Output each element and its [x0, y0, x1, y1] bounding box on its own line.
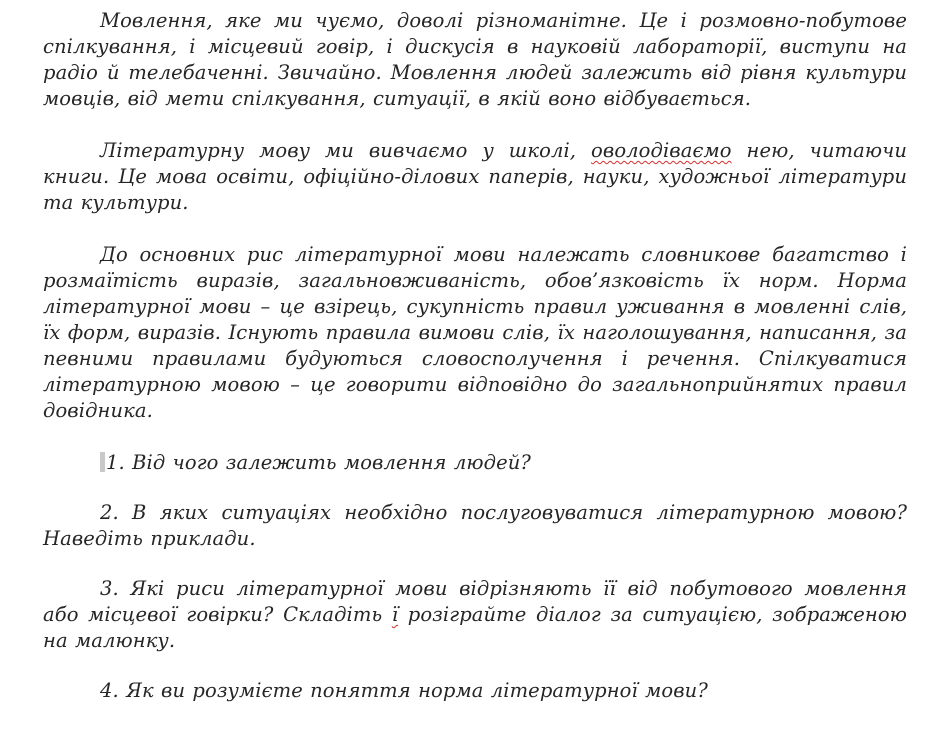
question-2: 2. В яких ситуаціях необхідно послуговуватися літературною мовою? Наведіть приклади.: [43, 501, 907, 550]
question-text: 3. Які риси літературної мови відрізняють її від побутового мовлення або місцевої говірки? Складіть: [43, 577, 907, 626]
question-1: [43, 450, 907, 476]
paragraph-text: нею, читаючи книги. Це мова освіти, офіційно-ділових паперів, науки, художньої літератури та культури.: [43, 139, 907, 214]
question-text: 1. Від чого залежить мовлення людей?: [106, 451, 531, 474]
paragraph-speech-variety: Мовлення, яке ми чуємо, доволі різноманітне. Це і розмовно-побутове спілкування, і місцевий говір, і дискусія в науковій лабораторії, виступи на радіо й телебаченні. Звичайно. Мовлення людей залежить від рівня культури мовців, від мети спілкування, ситуації, в якій воно відбувається.: [43, 9, 907, 110]
text-cursor-marker: [100, 452, 105, 472]
misspelled-word[interactable]: оволодіваємо: [591, 139, 732, 162]
paragraph-text: Літературну мову ми вивчаємо у школі,: [100, 139, 592, 162]
paragraph-literary-language: [43, 138, 907, 216]
question-text: розіграйте діалог за ситуацією, зображеною на малюнку.: [43, 603, 907, 652]
question-4: 4. Як ви розумієте поняття норма літературної мови?: [100, 679, 708, 702]
paragraph-literary-norms: До основних рис літературної мови належать словникове багатство і розмаїтість виразів, загальновживаність, обов’язковість їх норм. Норма літературної мови – це взірець, сукупність правил уживання в мовленні слів, їх форм, виразів. Існують правила вимови слів, їх наголошування, написання, за певними правилами будуються словосполучення і речення. Спілкуватися літературною мовою – це говорити відповідно до загальноприйнятих правил довідника.: [43, 243, 907, 422]
question-3: [43, 576, 907, 654]
document-body[interactable]: [43, 8, 907, 728]
misspelled-word[interactable]: ї: [391, 603, 399, 626]
